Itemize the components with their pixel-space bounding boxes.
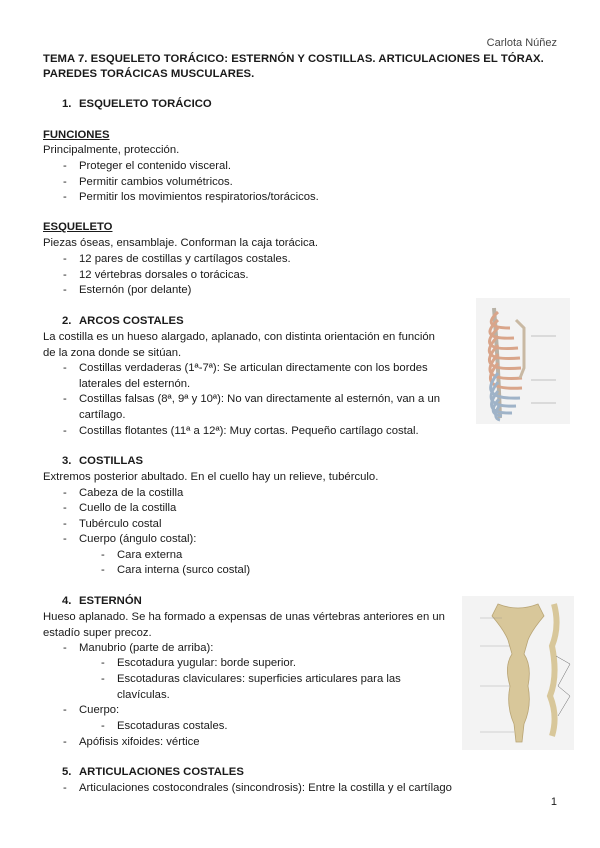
list-item: - Permitir cambios volumétricos.	[63, 176, 233, 188]
section-2-heading: 2. ARCOS COSTALES	[62, 315, 184, 327]
costillas-intro: Extremos posterior abultado. En el cuello hay un relieve, tubérculo.	[43, 471, 379, 483]
funciones-heading: FUNCIONES	[43, 129, 110, 141]
sternum-figure	[462, 596, 574, 750]
list-item: - Cuerpo:	[63, 704, 120, 716]
list-subitem: - Escotaduras costales.	[101, 720, 228, 732]
rib-cage-illustration	[476, 298, 570, 424]
section-4-heading: 4. ESTERNÓN	[62, 595, 142, 607]
list-item: - Permitir los movimientos respiratorios/torácicos.	[63, 191, 319, 203]
page-title: TEMA 7. ESQUELETO TORÁCICO: ESTERNÓN Y COSTILLAS. ARTICULACIONES EL TÓRAX. PAREDES TORÁCICAS MUSCULARES.	[43, 53, 544, 80]
list-item: - Costillas flotantes (11ª a 12ª): Muy cortas. Pequeño cartílago costal.	[63, 425, 419, 437]
list-item: - 12 pares de costillas y cartílagos costales.	[63, 253, 291, 265]
list-item: - Cuerpo (ángulo costal):	[63, 533, 197, 545]
page-number: 1	[550, 796, 557, 808]
list-subitem: - Escotadura yugular: borde superior.	[101, 657, 296, 669]
list-subitem: - Cara externa	[101, 549, 183, 561]
list-item: - Cabeza de la costilla	[63, 487, 184, 499]
list-item: - Apófisis xifoides: vértice	[63, 736, 200, 748]
list-item: - Costillas falsas (8ª, 9ª y 10ª): No van directamente al esternón, van a un cartílago.	[63, 393, 441, 421]
rib-cage-figure	[476, 298, 570, 424]
list-subitem: - Escotaduras claviculares: superficies articulares para las clavículas.	[101, 673, 401, 701]
list-item: - 12 vértebras dorsales o torácicas.	[63, 269, 249, 281]
list-item: - Cuello de la costilla	[63, 502, 177, 514]
list-item: - Proteger el contenido visceral.	[63, 160, 231, 172]
sternum-illustration	[462, 596, 574, 750]
funciones-intro: Principalmente, protección.	[43, 144, 180, 156]
list-item: - Articulaciones costocondrales (sincondrosis): Entre la costilla y el cartílago	[63, 782, 452, 794]
list-item: - Costillas verdaderas (1ª-7ª): Se articulan directamente con los bordes laterales del esternón.	[63, 362, 428, 390]
esqueleto-heading: ESQUELETO	[43, 221, 113, 233]
section-1-heading: 1. ESQUELETO TORÁCICO	[62, 98, 212, 110]
arcos-intro: La costilla es un hueso alargado, aplanado, con distinta orientación en función de la zona donde se sitúan.	[43, 331, 435, 359]
esqueleto-intro: Piezas óseas, ensamblaje. Conforman la caja torácica.	[43, 237, 319, 249]
list-item: - Manubrio (parte de arriba):	[63, 642, 214, 654]
esternon-intro: Hueso aplanado. Se ha formado a expensas de unas vértebras anteriores en un estadío super precoz.	[43, 611, 445, 639]
author-name: Carlota Núñez	[486, 37, 557, 49]
list-subitem: - Cara interna (surco costal)	[101, 564, 251, 576]
section-5-heading: 5. ARTICULACIONES COSTALES	[62, 766, 244, 778]
list-item: - Tubérculo costal	[63, 518, 162, 530]
list-item: - Esternón (por delante)	[63, 284, 192, 296]
section-3-heading: 3. COSTILLAS	[62, 455, 144, 467]
